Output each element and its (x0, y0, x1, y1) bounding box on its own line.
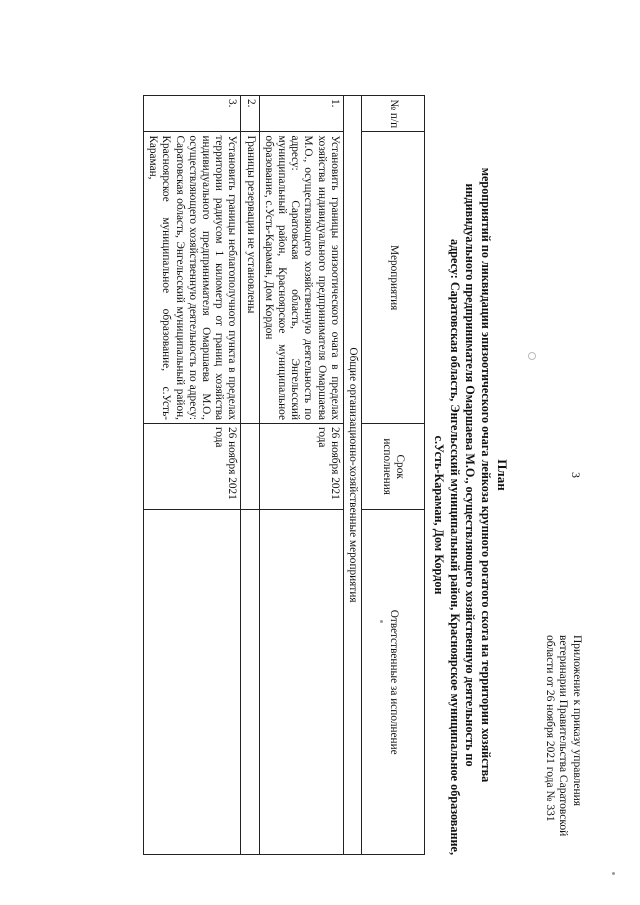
scan-artifact-mark (528, 352, 536, 360)
row-measure: Установить границы неблагополучного пункта в пределах территории радиусом 1 километр от границ хозяйства индивидуального предпринимателя Омаршаева М.О., осуществляющего хозяйственную деятельность по адресу: Саратовская область, Энгельсский муниципальный район, Красноярское муниципальное образование, с.Усть-Караман, (143, 132, 240, 424)
measures-table (143, 95, 425, 855)
appendix-line: ветеринарии Правительства Саратовской (557, 635, 570, 837)
row-measure: Границы резервации не установлены (241, 132, 259, 424)
row-responsible (143, 510, 240, 855)
appendix-note (543, 635, 584, 855)
table-header-row (362, 96, 425, 855)
row-measure: Установить границы эпизоотического очага в пределах хозяйства индивидуального предпринимателя Омаршаева М.О., осуществляющего хозяйственную деятельность по адресу: Саратовская область, Энгельсский муниципальный район, Красноярское муниципальное образование, с.Усть-Караман, Дом Кордон (259, 132, 343, 424)
row-term: 26 ноября 2021 года (143, 424, 240, 510)
appendix-line: области от 26 ноября 2021 года № 331 (544, 635, 556, 822)
row-term (241, 424, 259, 510)
subtitle-line: с.Усть-Караман, Дом Кордон (432, 435, 447, 595)
appendix-line: Приложение к приказу управления (571, 635, 583, 807)
subtitle-line: адресу: Саратовская область, Энгельсский муниципальный район, Красноярское муниципальное образование, (448, 238, 462, 855)
header-term: Срок исполнения (362, 424, 425, 510)
subtitle-line: мероприятий по ликвидации эпизоотического очага лейкоза крупного рогатого скота на территории хозяйства (479, 167, 493, 783)
section-row (343, 96, 361, 855)
section-title: Общие организационно-хозяйственные мероприятия (343, 96, 361, 855)
header-measure: Мероприятия (362, 132, 425, 424)
plan-subtitle (431, 95, 493, 855)
subtitle-line: индивидуального предпринимателя Омаршаева М.О., осуществляющего хозяйственную деятельность по (463, 183, 478, 767)
table-row (143, 96, 240, 855)
row-responsible (241, 510, 259, 855)
scan-artifact-speck (612, 872, 615, 875)
plan-title: План (495, 459, 510, 491)
table-row (241, 96, 259, 855)
page-number: 3 (569, 472, 583, 478)
row-num: 3. (143, 96, 240, 132)
header-num: № п/п (362, 96, 425, 132)
row-num: 2. (241, 96, 259, 132)
row-term: 26 ноября 2021 года (259, 424, 343, 510)
scan-artifact-speck (380, 620, 383, 623)
row-num: 1. (259, 96, 343, 132)
table-row (259, 96, 343, 855)
document-page (65, 95, 585, 855)
header-responsible: Ответственные за исполнение (362, 510, 425, 855)
row-responsible (259, 510, 343, 855)
